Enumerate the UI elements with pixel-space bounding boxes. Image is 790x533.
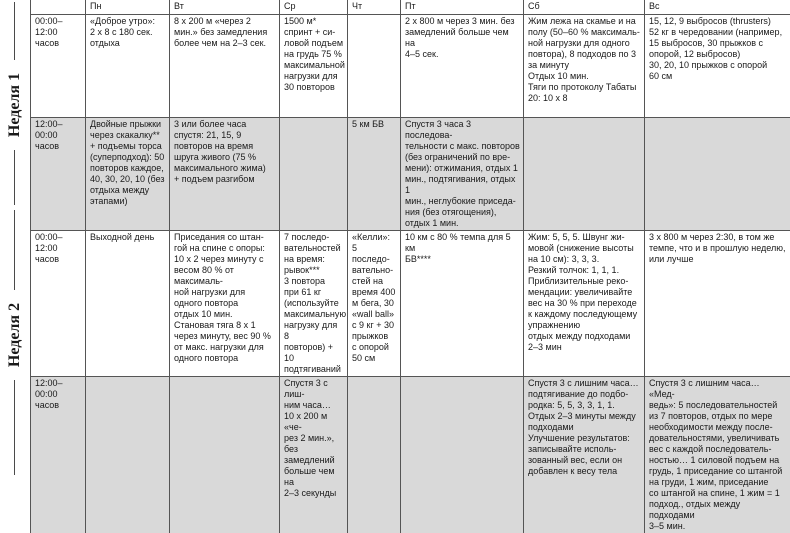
week-2-divider (14, 380, 15, 475)
table-cell (280, 118, 348, 231)
table-cell: Спустя 3 с лишним часа… «Мед- ведь»: 5 последовательностей из 7 повторов, отдых по мере необходимости между после- довательностями, увеличивать вес с каждой последователь- ностью… 1 силовой подъем на грудь, 1 приседание со штангой на груди, 1 жим, приседание со штангой на спине, 1 жим = 1 подход., отдых между подходами 3–5 мин. (645, 377, 790, 533)
table-row (31, 377, 790, 533)
table-cell: Жим: 5, 5, 5. Швунг жи- мовой (снижение высоты на 10 см): 3, 3, 3. Резкий толчок: 1, 1, 1. Приблизительные реко- мендации: увеличивайте вес на 30 % при переходе к каждому последующему упражнению отдых между подходами 2–3 мин (524, 231, 645, 377)
table-cell: Спустя 3 часа 3 последова- тельности с макс. повторов (без ограничений по вре- мени): отжимания, отдых 1 мин., подтягивания, отдых 1 мин., неглубокие приседа- ния (без отягощения), отдых 1 мин. (401, 118, 524, 231)
table-cell (170, 377, 280, 533)
time-cell: 00:00– 12:00 часов (31, 15, 86, 118)
table-cell: Спустя 3 с лишним часа… подтягивание до подбо- родка: 5, 5, 3, 3, 1, 1. Отдых 2–3 минуты между подходами Улучшение результатов: записывайте исполь- зованный вес, если он добавлен к весу тела (524, 377, 645, 533)
table-cell (348, 15, 401, 118)
week-2-label-text: Неделя 2 (6, 303, 24, 367)
header-sun: Вс (645, 0, 790, 15)
time-cell: 12:00– 00:00 часов (31, 118, 86, 231)
table-cell: 2 х 800 м через 3 мин. без замедлений больше чем на 4–5 сек. (401, 15, 524, 118)
week-1-divider (14, 2, 15, 60)
table-cell: 15, 12, 9 выбросов (thrusters) 52 кг в чередовании (например, 15 выбросов, 30 прыжков с опорой, 12 выбросов) 30, 20, 10 прыжков с опорой 60 см (645, 15, 790, 118)
header-thu: Чт (348, 0, 401, 15)
week-2-divider (14, 210, 15, 290)
schedule-table (30, 0, 790, 533)
week-1-divider (14, 150, 15, 205)
table-cell: 8 х 200 м «через 2 мин.» без замедления более чем на 2–3 сек. (170, 15, 280, 118)
table-row (31, 118, 790, 231)
week-1-label (0, 60, 30, 150)
table-cell: «Келли»: 5 последо- вательно- стей на время 400 м бега, 30 «wall ball» с 9 кг + 30 прыжков с опорой 50 см (348, 231, 401, 377)
header-time (31, 0, 86, 15)
header-mon: Пн (86, 0, 170, 15)
week-2-label (0, 290, 30, 380)
table-cell: 5 км БВ (348, 118, 401, 231)
table-cell: 7 последо- вательностей на время: рывок*** 3 повтора при 61 кг (используйте максимальную нагрузку для 8 повторов) + 10 подтягиваний (280, 231, 348, 377)
table-cell: «Доброе утро»: 2 х 8 с 180 сек. отдыха (86, 15, 170, 118)
table-cell: Жим лежа на скамье и на полу (50–60 % максималь- ной нагрузки для одного повтора), 8 подходов по 3 за минуту Отдых 10 мин. Тяги по протоколу Табаты 20: 10 х 8 (524, 15, 645, 118)
table-cell: 3 или более часа спустя: 21, 15, 9 повторов на время шруга живого (75 % максимального жима) + подъем разгибом (170, 118, 280, 231)
time-cell: 00:00– 12:00 часов (31, 231, 86, 377)
table-row (31, 15, 790, 118)
header-row (31, 0, 790, 15)
table-cell: Выходной день (86, 231, 170, 377)
table-cell (645, 118, 790, 231)
table-cell (86, 377, 170, 533)
table-cell (524, 118, 645, 231)
table-cell: 3 х 800 м через 2:30, в том же темпе, что и в прошлую неделю, или лучше (645, 231, 790, 377)
table-cell: 1500 м* спринт + си- ловой подъем на грудь 75 % максимальной нагрузки для 30 повторов (280, 15, 348, 118)
header-tue: Вт (170, 0, 280, 15)
table-cell: Спустя 3 с лиш- ним часа… 10 х 200 м «че- рез 2 мин.», без замедлений больше чем на 2–3 секунды (280, 377, 348, 533)
table-cell (401, 377, 524, 533)
header-fri: Пт (401, 0, 524, 15)
time-cell: 12:00– 00:00 часов (31, 377, 86, 533)
header-wed: Ср (280, 0, 348, 15)
week-1-label-text: Неделя 1 (6, 73, 24, 137)
table-cell: Двойные прыжки через скакалку** + подъемы торса (суперподход): 50 повторов каждое, 40, 30, 20, 10 (без отдыха между этапами) (86, 118, 170, 231)
header-sat: Сб (524, 0, 645, 15)
table-cell: Приседания со штан- гой на спине с опоры: 10 х 2 через минуту с весом 80 % от максималь- ной нагрузки для одного повтора отдых 10 мин. Становая тяга 8 х 1 через минуту, вес 90 % от макс. нагрузки для одного повтора (170, 231, 280, 377)
table-cell (348, 377, 401, 533)
table-row (31, 231, 790, 377)
table-cell: 10 км с 80 % темпа для 5 км БВ**** (401, 231, 524, 377)
